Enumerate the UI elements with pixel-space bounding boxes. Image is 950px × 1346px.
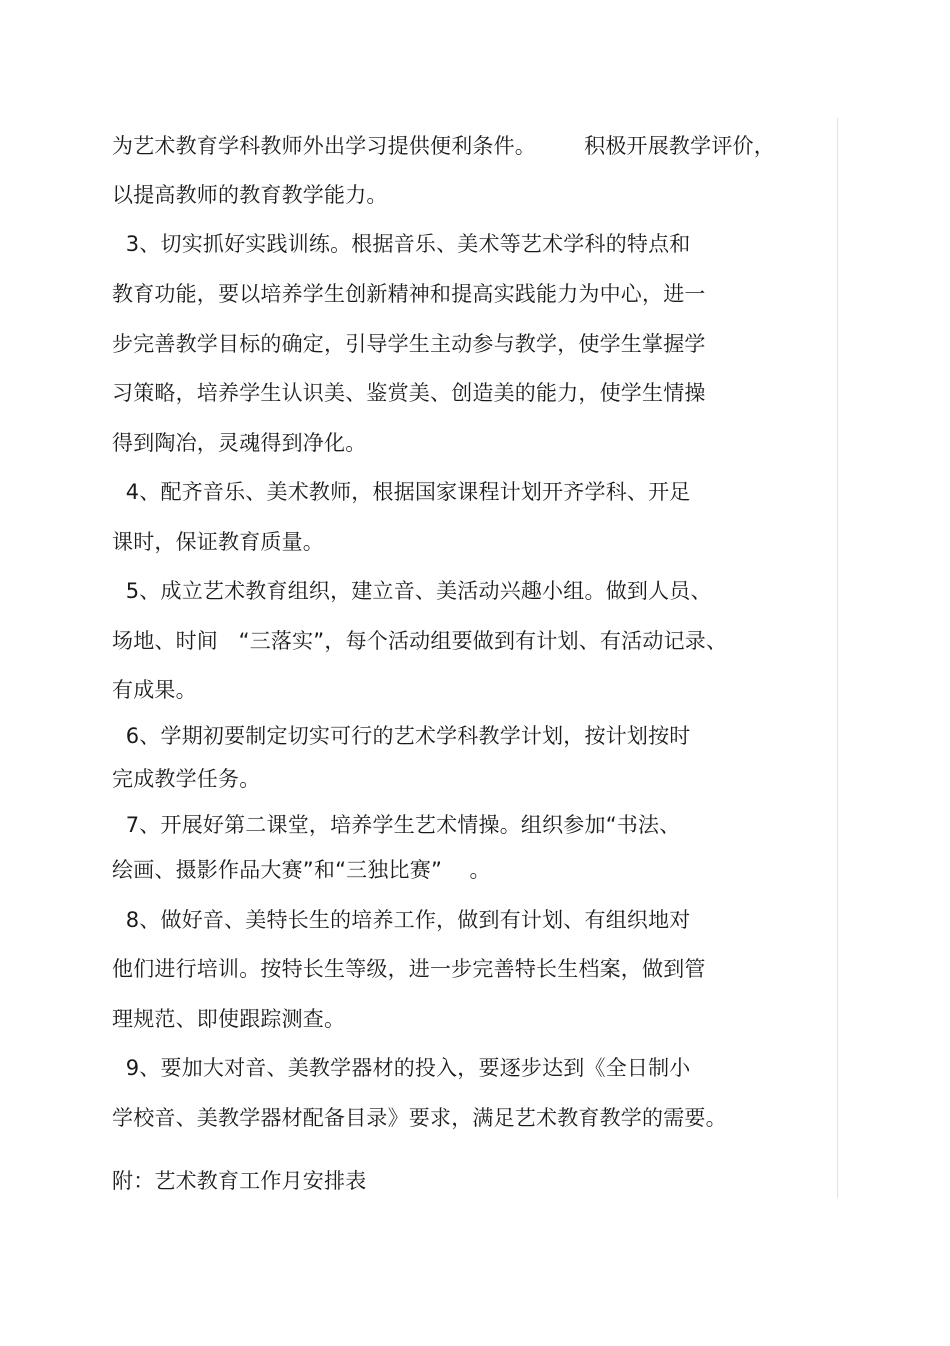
page-edge-divider bbox=[837, 118, 838, 1198]
text-line: 完成教学任务。 bbox=[112, 767, 261, 791]
text-line: 得到陶冶，灵魂得到净化。 bbox=[112, 431, 367, 455]
text-line: 教育功能，要以培养学生创新精神和提高实践能力为中心，进一 bbox=[112, 282, 706, 306]
text-line: 6、学期初要制定切实可行的艺术学科教学计划，按计划按时 bbox=[112, 724, 691, 748]
text-line: 9、要加大对音、美教学器材的投入，要逐步达到《全日制小 bbox=[112, 1056, 691, 1080]
text-line: 场地、时间 “三落实”，每个活动组要做到有计划、有活动记录、 bbox=[112, 629, 728, 653]
text-line: 为艺术教育学科教师外出学习提供便利条件。 积极开展教学评价， bbox=[112, 134, 775, 158]
text-line: 8、做好音、美特长生的培养工作，做到有计划、有组织地对 bbox=[112, 908, 691, 932]
text-line: 习策略，培养学生认识美、鉴赏美、创造美的能力，使学生情操 bbox=[112, 381, 706, 405]
text-line: 5、成立艺术教育组织，建立音、美活动兴趣小组。做到人员、 bbox=[112, 579, 712, 603]
text-line: 3、切实抓好实践训练。根据音乐、美术等艺术学科的特点和 bbox=[112, 232, 691, 256]
appendix-line: 附：艺术教育工作月安排表 bbox=[112, 1169, 367, 1193]
text-line: 步完善教学目标的确定，引导学生主动参与教学，使学生掌握学 bbox=[112, 332, 706, 356]
text-line: 绘画、摄影作品大赛”和“三独比赛” 。 bbox=[112, 858, 491, 882]
text-line: 4、配齐音乐、美术教师，根据国家课程计划开齐学科、开足 bbox=[112, 480, 691, 504]
text-line: 7、开展好第二课堂，培养学生艺术情操。组织参加“书法、 bbox=[112, 813, 681, 837]
text-line: 以提高教师的教育教学能力。 bbox=[112, 183, 388, 207]
text-line: 他们进行培训。按特长生等级，进一步完善特长生档案，做到管 bbox=[112, 957, 706, 981]
text-line: 课时，保证教育质量。 bbox=[112, 530, 324, 554]
text-line: 有成果。 bbox=[112, 678, 197, 702]
text-line: 学校音、美教学器材配备目录》要求，满足艺术教育教学的需要。 bbox=[112, 1106, 727, 1130]
text-line: 理规范、即使跟踪测查。 bbox=[112, 1007, 346, 1031]
